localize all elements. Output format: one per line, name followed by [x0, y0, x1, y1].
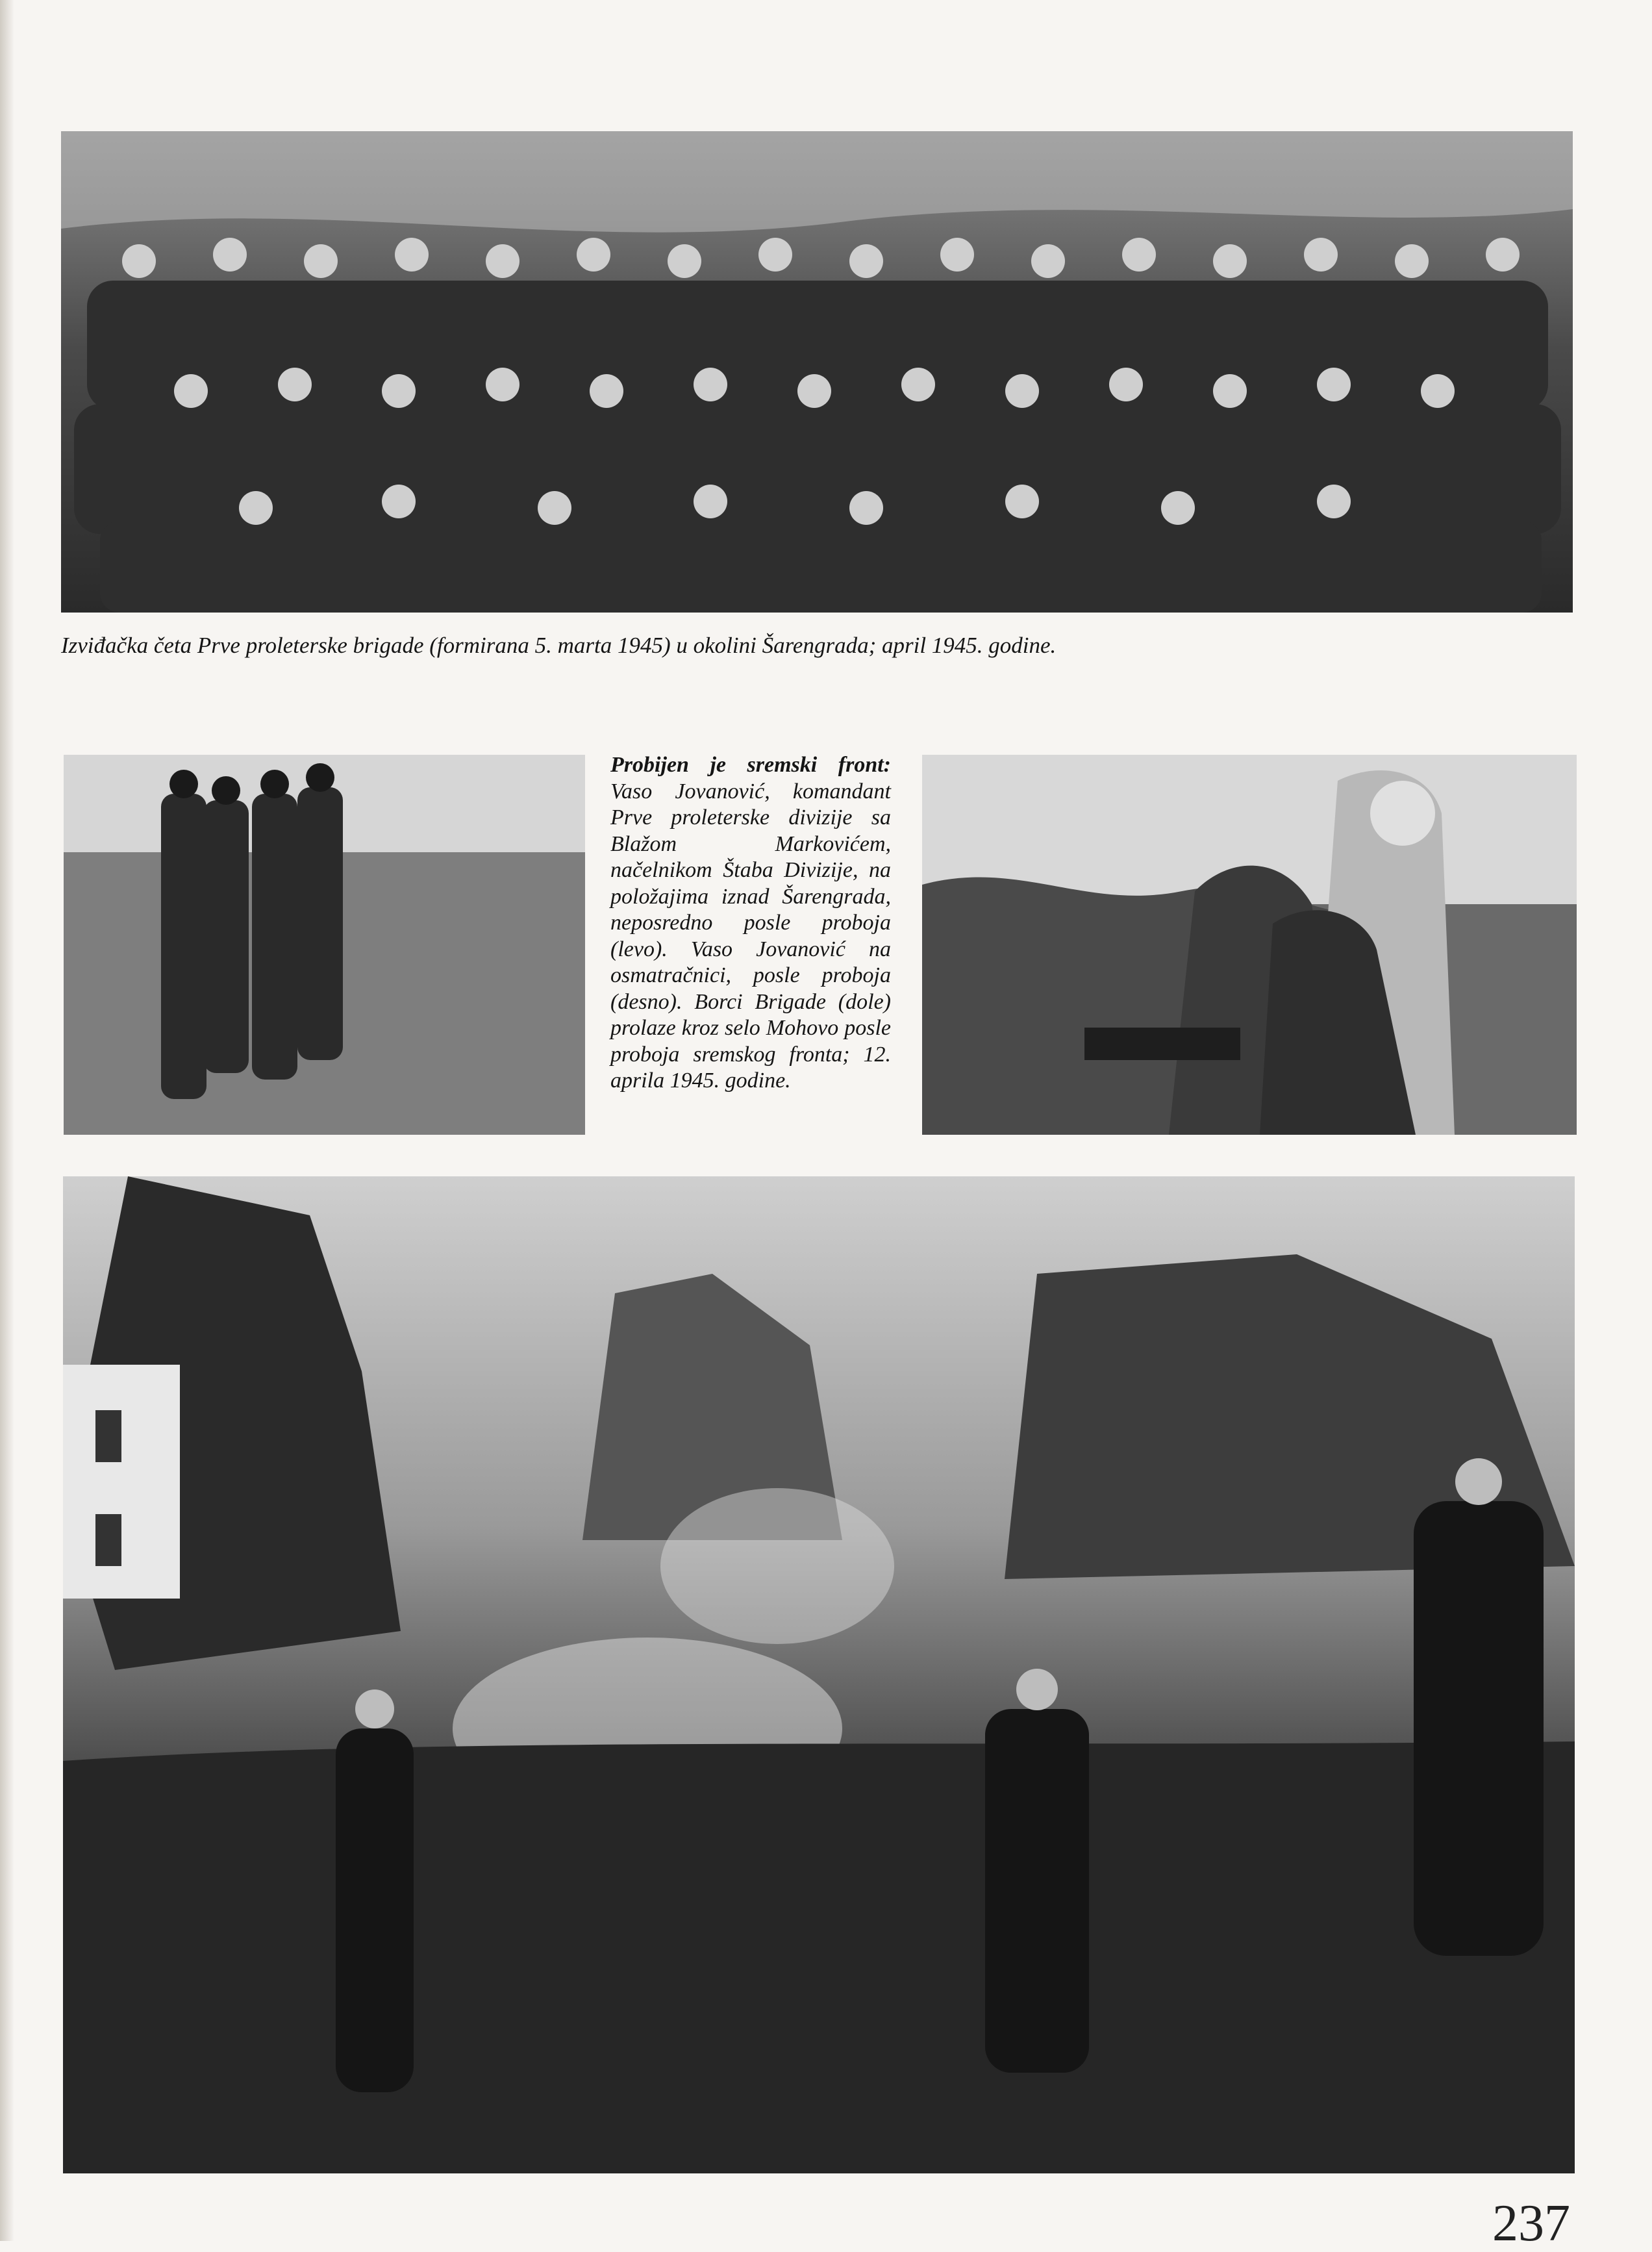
officers-in-field-image: [64, 755, 585, 1135]
officers-in-field-photo: [64, 755, 585, 1135]
village-street-image: [63, 1176, 1575, 2173]
side-caption-body: Vaso Jovanović, komandant Prve proleterske divizije sa Blažom Markovićem, načelnikom Štaba Divizije, na položajima iznad Šarengrada, neposredno posle proboja (levo). Vaso Jovanović na osmatračnici, posle proboja (desno). Borci Brigade (dole) prolaze kroz selo Mohovo posle proboja sremskog fronta; 12. aprila 1945. godine.: [610, 779, 891, 1093]
group-portrait-photo: [61, 131, 1573, 613]
top-photo-caption: Izviđačka četa Prve proleterske brigade (formirana 5. marta 1945) u okolini Šarengrada; april 1945. godine.: [61, 633, 1057, 658]
page-number: 237: [1492, 2195, 1570, 2252]
observation-post-image: [922, 755, 1577, 1135]
observation-post-photo: [922, 755, 1577, 1135]
side-caption-lead: Probijen je sremski front:: [610, 753, 891, 777]
village-street-photo: [63, 1176, 1575, 2173]
side-photo-caption: [610, 752, 891, 1094]
page-edge-shadow: [0, 0, 14, 2241]
group-portrait-image: [61, 131, 1573, 613]
